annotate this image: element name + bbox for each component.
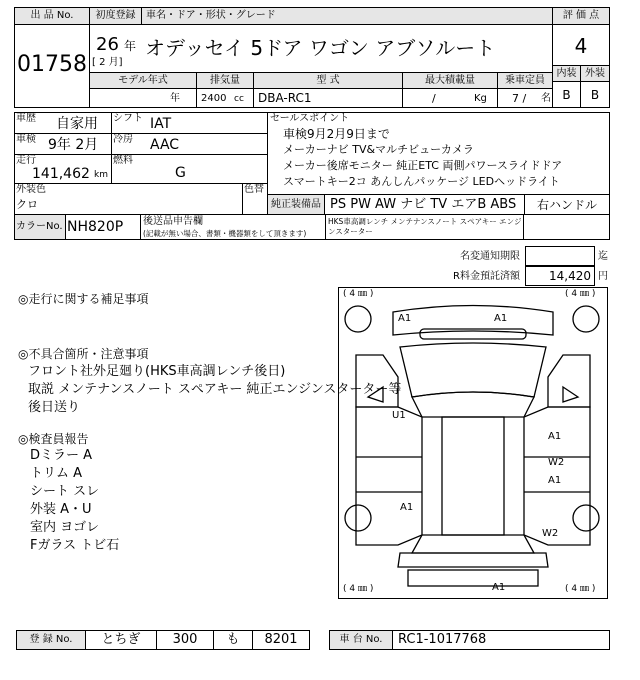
exterior-grade: B xyxy=(590,88,600,102)
color-no-label: カラーNo. xyxy=(16,221,63,232)
shift-value: IAT xyxy=(150,116,172,132)
type-value: DBA-RC1 xyxy=(258,91,312,105)
first-reg-month: [ 2 月] xyxy=(92,57,123,68)
sales-point-line-4: スマートキー2コ あんしんパッケージ LEDヘッドライト xyxy=(283,175,560,188)
aftermarket-label: 後送品申告欄 xyxy=(143,216,203,227)
driving-notes-title: ◎走行に関する補足事項 xyxy=(18,292,149,306)
tire-front-left-icon xyxy=(345,306,371,332)
equipment-items: PS PW AW ナビ TV エアB ABS xyxy=(330,197,517,212)
displacement-label: 排気量 xyxy=(210,75,240,86)
sales-point-line-1: 車検9月2月9日まで xyxy=(283,127,390,141)
car-name-label: 車名・ドア・形状・グレード xyxy=(146,10,276,21)
shift-label: シフト xyxy=(113,113,143,124)
tire-depth-bl: ( 4 ㎜ ) xyxy=(343,584,374,594)
reg-number: 8201 xyxy=(264,632,298,647)
tire-depth-br: ( 4 ㎜ ) xyxy=(565,584,596,594)
aircon-value: AAC xyxy=(150,137,180,153)
sales-points-label: セールスポイント xyxy=(270,113,350,124)
steering-value: 右ハンドル xyxy=(536,198,597,212)
reg-region: とちぎ xyxy=(101,632,141,647)
mark-right-front-door: A1 xyxy=(548,431,562,442)
model-year-unit: 年 xyxy=(170,93,180,104)
mileage-value: 141,462 xyxy=(32,166,90,182)
color-change-label: 色替 xyxy=(244,184,264,195)
chassis-number: RC1-1017768 xyxy=(398,632,487,647)
defect-line-1: フロント社外足廻り(HKS車高調レンチ後日) xyxy=(28,364,286,379)
inspector-title: ◎検査員報告 xyxy=(18,432,89,446)
mark-right-rear-door: W2 xyxy=(548,457,565,468)
blank-cell-right xyxy=(523,214,610,240)
mark-front-left: A1 xyxy=(398,313,412,324)
mark-right-rear: W2 xyxy=(542,528,559,539)
capacity-unit: 名 xyxy=(541,93,551,104)
aircon-label: 冷房 xyxy=(113,134,133,145)
lot-number: 01758 xyxy=(17,52,87,77)
equipment-label: 純正装備品 xyxy=(271,199,321,210)
sales-point-line-2: メーカーナビ TV&マルチビューカメラ xyxy=(283,143,474,156)
inspector-line-4: 外装 A・U xyxy=(30,502,92,517)
tire-rear-left-icon xyxy=(345,505,371,531)
ext-color-label: 外装色 xyxy=(16,184,46,195)
lot-label: 出 品 No. xyxy=(30,10,74,21)
max-load-label: 最大積載量 xyxy=(425,75,475,86)
displacement-value: 2400 xyxy=(201,93,227,104)
model-year-cell xyxy=(89,88,197,108)
defects-title: ◎不具合箇所・注意事項 xyxy=(18,347,149,361)
mark-right-rear-door-b: A1 xyxy=(548,475,562,486)
inspection-label: 車検 xyxy=(16,134,36,145)
sales-point-line-3: メーカー後席モニター 純正ETC 両側パワースライドドア xyxy=(283,159,563,172)
history-label: 車歴 xyxy=(16,113,36,124)
tire-front-right-icon xyxy=(573,306,599,332)
capacity-value: 7 / xyxy=(512,92,527,105)
reg-kana: も xyxy=(226,632,240,647)
fuel-value: G xyxy=(175,165,186,181)
mark-front-center: A1 xyxy=(494,313,508,324)
defect-line-3: 後日送り xyxy=(28,400,81,415)
aircon-cell xyxy=(111,133,268,155)
inspector-line-5: 室内 ヨゴレ xyxy=(30,520,100,535)
first-reg-year: 26 xyxy=(96,34,119,55)
displacement-unit: cc xyxy=(234,94,244,104)
ext-color-value: クロ xyxy=(16,198,38,211)
chassis-label: 車 台 No. xyxy=(339,634,383,645)
mileage-unit: km xyxy=(94,170,108,180)
defect-line-2: 取説 メンテナンスノート スペアキー 純正エンジンスターター等 xyxy=(28,382,402,397)
reg-label: 登 録 No. xyxy=(29,634,73,645)
transfer-cell xyxy=(525,246,595,266)
fuel-label: 燃料 xyxy=(113,155,133,166)
exterior-label: 外装 xyxy=(585,68,605,79)
fuel-cell xyxy=(111,154,268,184)
interior-grade: B xyxy=(562,88,571,102)
inspector-line-6: Fガラス トビ石 xyxy=(30,538,120,553)
max-load-value: / xyxy=(432,92,436,105)
year-unit: 年 xyxy=(124,39,137,53)
tire-rear-right-icon xyxy=(573,505,599,531)
parts-note: HKS車高調レンチ メンテナンスノート スペアキー エンジンスターター xyxy=(328,217,522,236)
rating-label: 評 価 点 xyxy=(562,10,600,21)
recycle-label: R料金預託済額 xyxy=(453,271,520,282)
interior-label: 内装 xyxy=(556,68,577,79)
recycle-amount: 14,420 xyxy=(549,269,591,283)
history-value: 自家用 xyxy=(56,116,98,132)
capacity-label: 乗車定員 xyxy=(505,75,545,86)
mark-rear-center: A1 xyxy=(492,582,506,593)
car-diagram-drawing xyxy=(338,287,608,599)
model-year-label: モデル年式 xyxy=(118,75,168,86)
reg-class: 300 xyxy=(172,632,198,647)
car-name: オデッセイ 5ドア ワゴン アブソルート xyxy=(145,36,496,60)
transfer-unit: 迄 xyxy=(598,251,608,262)
rating-value: 4 xyxy=(574,34,588,58)
inspection-value: 9年 2月 xyxy=(48,137,99,153)
aftermarket-note: (記載が無い場合、書類・機器類をして頂きます) xyxy=(143,229,307,238)
tire-depth-tl: ( 4 ㎜ ) xyxy=(343,289,374,299)
mileage-label: 走行 xyxy=(16,155,36,166)
ext-color-cell xyxy=(14,183,243,215)
mark-roof: U1 xyxy=(392,410,406,421)
inspector-line-3: シート スレ xyxy=(30,484,100,499)
transfer-label: 名変通知期限 xyxy=(460,251,520,262)
inspector-line-1: Dミラー A xyxy=(30,448,93,463)
first-reg-label: 初度登録 xyxy=(95,10,136,21)
mark-left-rear: A1 xyxy=(400,502,414,513)
color-no-value: NH820P xyxy=(67,219,124,235)
type-label: 型 式 xyxy=(316,75,340,86)
tire-depth-tr: ( 4 ㎜ ) xyxy=(565,289,596,299)
recycle-unit: 円 xyxy=(598,271,608,282)
max-load-unit: Kg xyxy=(474,93,487,104)
inspector-line-2: トリム A xyxy=(30,466,83,481)
